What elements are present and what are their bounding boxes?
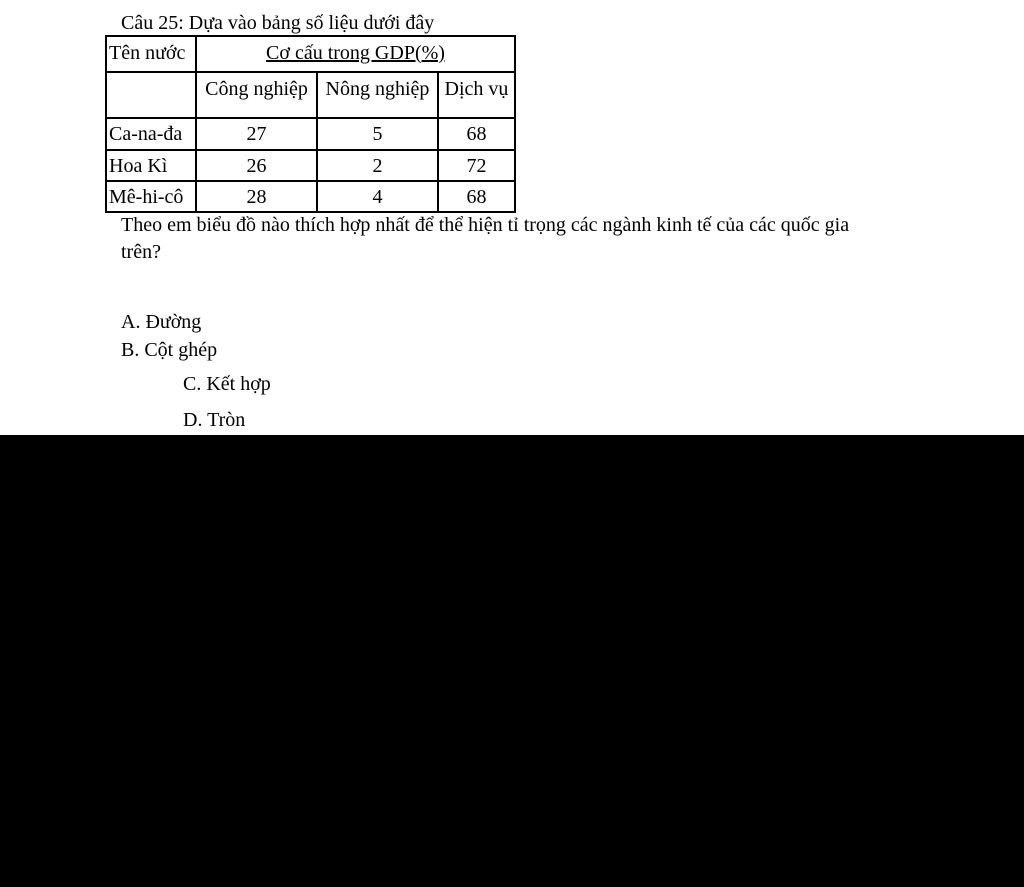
option-b: B. Cột ghép [121,339,218,361]
column-header-agriculture: Nông nghiệp [317,72,438,118]
table-row [106,181,515,212]
value-cell: 4 [317,181,438,212]
black-region [0,435,1024,887]
option-d: D. Tròn [183,409,246,431]
value-cell: 2 [317,150,438,181]
option-a: A. Đường [121,311,202,333]
document-page [0,0,1024,435]
gdp-structure-table [105,35,516,213]
value-cell: 68 [438,181,515,212]
question-title: Câu 25: Dựa vào bảng số liệu dưới đây [121,12,435,34]
country-cell: Mê-hi-cô [106,181,196,212]
country-cell: Hoa Kì [106,150,196,181]
table-row [106,118,515,150]
table-column-row [106,72,515,118]
option-c: C. Kết hợp [183,373,271,395]
empty-header-cell [106,72,196,118]
table-header-row [106,36,515,72]
value-cell: 26 [196,150,317,181]
value-cell: 68 [438,118,515,150]
value-cell: 28 [196,181,317,212]
value-cell: 27 [196,118,317,150]
value-cell: 72 [438,150,515,181]
table-row [106,150,515,181]
question-text: Theo em biểu đồ nào thích hợp nhất để thể hiện tỉ trọng các ngành kinh tế của các quốc gia [121,214,850,236]
column-header-services: Dịch vụ [438,72,515,118]
column-header-industry: Công nghiệp [196,72,317,118]
country-cell: Ca-na-đa [106,118,196,150]
question-text-continued: trên? [121,241,161,263]
gdp-group-header-cell: Cơ cấu trong GDP(%) [196,36,515,72]
country-header-cell: Tên nước [106,36,196,72]
value-cell: 5 [317,118,438,150]
